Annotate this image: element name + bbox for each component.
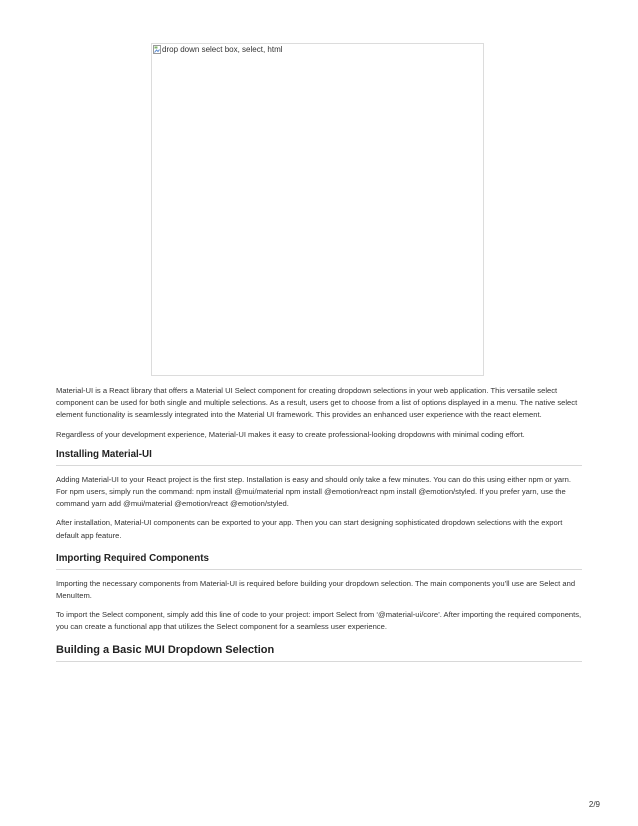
page-number: 2/9	[588, 800, 600, 809]
intro-paragraph: Material-UI is a React library that offers a Material UI Select component for creating dropdown selections in your web application. This versatile select component can be used for both single and multiple selections. As a result, users get to choose from a list of options displayed in a menu. The native select element functionality is seamlessly integrated into the Material UI framework. This provides an enhanced user experience with the react element.	[56, 386, 578, 420]
image-alt-label: drop down select box, select, html	[162, 45, 283, 54]
heading-importing-components: Importing Required Components	[56, 553, 582, 570]
image-alt-text	[153, 45, 283, 55]
broken-image-icon	[153, 45, 161, 54]
article-image-placeholder	[151, 43, 484, 376]
article-body	[56, 385, 582, 662]
heading-building-dropdown: Building a Basic MUI Dropdown Selection	[56, 644, 582, 662]
importing-paragraph-1: Importing the necessary components from Material-UI is required before building your dropdown selection. The main components you’ll use are Select and MenuItem.	[56, 578, 576, 601]
heading-installing-material-ui: Installing Material-UI	[56, 449, 582, 466]
installing-paragraph-1: Adding Material-UI to your React project is the first step. Installation is easy and should only take a few minutes. You can do this using either npm or yarn. For npm users, simply run the command: npm install @mui/material npm install @emotion/react npm install @emotion/styled. If you prefer yarn, use the command yarn add @mui/material @emotion/react @emotion/styled.	[56, 474, 571, 509]
importing-paragraph-2: To import the Select component, simply add this line of code to your project: import Select from ‘@material-ui/core’. After importing the required components, you can create a functional app that utilizes the Select component for a seamless user experience.	[56, 610, 582, 632]
regardless-paragraph: Regardless of your development experience, Material-UI makes it easy to create professional-looking dropdowns with minimal coding effort.	[56, 429, 525, 439]
installing-paragraph-2: After installation, Material-UI components can be exported to your app. Then you can start designing sophisticated dropdown selections with the export default app feature.	[56, 518, 563, 540]
